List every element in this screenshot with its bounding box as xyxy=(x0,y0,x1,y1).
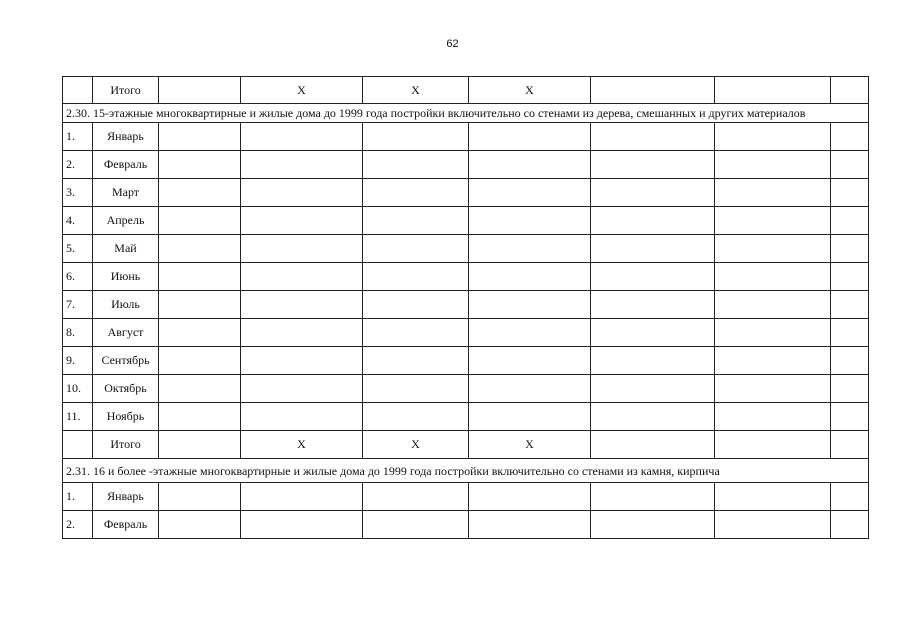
table-cell xyxy=(591,483,715,511)
month-row xyxy=(63,207,869,235)
table-cell xyxy=(469,375,591,403)
table-cell xyxy=(591,291,715,319)
total-row xyxy=(63,431,869,459)
table-cell xyxy=(159,263,241,291)
table-cell xyxy=(715,403,831,431)
page-number: 62 xyxy=(446,38,459,50)
table-cell xyxy=(363,403,469,431)
row-number: 4. xyxy=(63,207,93,235)
table-cell xyxy=(715,291,831,319)
table-cell xyxy=(591,207,715,235)
table-cell xyxy=(715,179,831,207)
month-label: Июль xyxy=(93,291,159,319)
table-cell xyxy=(831,77,869,104)
table-cell xyxy=(831,375,869,403)
table-cell xyxy=(831,319,869,347)
month-label: Август xyxy=(93,319,159,347)
total-marker-cell: X xyxy=(469,77,591,104)
table-cell xyxy=(715,123,831,151)
table-cell xyxy=(715,483,831,511)
table-cell xyxy=(241,263,363,291)
total-row xyxy=(63,77,869,104)
table-cell xyxy=(591,347,715,375)
total-marker-cell: X xyxy=(363,431,469,459)
table-cell xyxy=(469,151,591,179)
table-cell xyxy=(363,291,469,319)
month-row xyxy=(63,403,869,431)
month-label: Январь xyxy=(93,483,159,511)
table-cell xyxy=(159,347,241,375)
row-number: 3. xyxy=(63,179,93,207)
table-cell xyxy=(159,77,241,104)
table-cell xyxy=(831,511,869,539)
total-marker-cell: X xyxy=(241,77,363,104)
table-cell xyxy=(363,151,469,179)
month-label: Апрель xyxy=(93,207,159,235)
table-cell xyxy=(363,179,469,207)
month-row xyxy=(63,347,869,375)
table-cell xyxy=(241,375,363,403)
table-cell xyxy=(715,207,831,235)
row-number: 6. xyxy=(63,263,93,291)
table-cell xyxy=(469,235,591,263)
section-title: 2.30. 15-этажные многоквартирные и жилые дома до 1999 года постройки включительно со стенами из дерева, смешанных и других материалов xyxy=(63,104,869,123)
month-label: Ноябрь xyxy=(93,403,159,431)
table-cell xyxy=(469,207,591,235)
table-cell xyxy=(363,123,469,151)
table-cell xyxy=(469,319,591,347)
row-number: 7. xyxy=(63,291,93,319)
row-number: 5. xyxy=(63,235,93,263)
table-cell xyxy=(469,511,591,539)
table-cell xyxy=(591,235,715,263)
table-cell xyxy=(831,207,869,235)
row-number-cell xyxy=(63,431,93,459)
table-cell xyxy=(715,263,831,291)
month-row xyxy=(63,263,869,291)
table-cell xyxy=(241,235,363,263)
total-label: Итого xyxy=(93,431,159,459)
table-cell xyxy=(715,511,831,539)
total-marker-cell: X xyxy=(469,431,591,459)
table-cell xyxy=(831,431,869,459)
table-cell xyxy=(159,291,241,319)
row-number: 1. xyxy=(63,483,93,511)
table-cell xyxy=(159,431,241,459)
table-cell xyxy=(591,123,715,151)
month-row xyxy=(63,151,869,179)
table-cell xyxy=(831,123,869,151)
month-label: Сентябрь xyxy=(93,347,159,375)
table-cell xyxy=(159,235,241,263)
table-cell xyxy=(591,511,715,539)
month-label: Июнь xyxy=(93,263,159,291)
month-row xyxy=(63,319,869,347)
table-cell xyxy=(591,319,715,347)
table-cell xyxy=(241,511,363,539)
table-cell xyxy=(241,347,363,375)
table-cell xyxy=(159,375,241,403)
table-cell xyxy=(363,207,469,235)
table-cell xyxy=(591,403,715,431)
table-cell xyxy=(241,151,363,179)
month-label: Март xyxy=(93,179,159,207)
month-row xyxy=(63,179,869,207)
table-cell xyxy=(715,77,831,104)
table-cell xyxy=(159,403,241,431)
table-cell xyxy=(241,483,363,511)
month-label: Февраль xyxy=(93,151,159,179)
month-row xyxy=(63,511,869,539)
total-marker-cell: X xyxy=(363,77,469,104)
month-row xyxy=(63,235,869,263)
section-title: 2.31. 16 и более -этажные многоквартирные и жилые дома до 1999 года постройки включительно со стенами из камня, кирпича xyxy=(63,459,869,483)
table-cell xyxy=(241,123,363,151)
table-cell xyxy=(159,511,241,539)
table-cell xyxy=(831,403,869,431)
table-cell xyxy=(831,235,869,263)
table-cell xyxy=(831,151,869,179)
table-cell xyxy=(241,291,363,319)
table-cell xyxy=(469,291,591,319)
row-number: 11. xyxy=(63,403,93,431)
month-label: Май xyxy=(93,235,159,263)
table-cell xyxy=(363,263,469,291)
tariff-table xyxy=(62,76,869,539)
table-cell xyxy=(831,263,869,291)
row-number: 8. xyxy=(63,319,93,347)
table-cell xyxy=(363,347,469,375)
table-cell xyxy=(159,123,241,151)
table-cell xyxy=(159,179,241,207)
table-cell xyxy=(241,319,363,347)
table-cell xyxy=(831,347,869,375)
month-row xyxy=(63,483,869,511)
section-header-row xyxy=(63,104,869,123)
table-cell xyxy=(715,235,831,263)
row-number: 2. xyxy=(63,511,93,539)
month-label: Январь xyxy=(93,123,159,151)
table-cell xyxy=(591,151,715,179)
month-row xyxy=(63,123,869,151)
table-cell xyxy=(159,207,241,235)
table-cell xyxy=(241,179,363,207)
table-cell xyxy=(591,179,715,207)
table-cell xyxy=(469,123,591,151)
table-cell xyxy=(159,319,241,347)
table-cell xyxy=(363,319,469,347)
table-cell xyxy=(591,263,715,291)
table-cell xyxy=(591,77,715,104)
table-cell xyxy=(363,235,469,263)
table-cell xyxy=(469,263,591,291)
table-cell xyxy=(831,291,869,319)
table-cell xyxy=(469,347,591,375)
table-cell xyxy=(159,151,241,179)
table-cell xyxy=(159,483,241,511)
table-cell xyxy=(831,483,869,511)
table-cell xyxy=(363,375,469,403)
month-label: Февраль xyxy=(93,511,159,539)
total-marker-cell: X xyxy=(241,431,363,459)
row-number: 1. xyxy=(63,123,93,151)
month-row xyxy=(63,375,869,403)
table-cell xyxy=(591,375,715,403)
month-label: Октябрь xyxy=(93,375,159,403)
table-cell xyxy=(363,483,469,511)
table-cell xyxy=(241,207,363,235)
table-cell xyxy=(469,403,591,431)
table-cell xyxy=(715,375,831,403)
table-cell xyxy=(715,347,831,375)
month-row xyxy=(63,291,869,319)
table-cell xyxy=(591,431,715,459)
total-label: Итого xyxy=(93,77,159,104)
section-header-row xyxy=(63,459,869,483)
row-number: 9. xyxy=(63,347,93,375)
table-cell xyxy=(715,319,831,347)
row-number: 10. xyxy=(63,375,93,403)
table-cell xyxy=(831,179,869,207)
table-cell xyxy=(363,511,469,539)
table-body xyxy=(63,77,869,539)
table-cell xyxy=(241,403,363,431)
table-cell xyxy=(469,483,591,511)
table-cell xyxy=(715,431,831,459)
table-cell xyxy=(715,151,831,179)
row-number-cell xyxy=(63,77,93,104)
row-number: 2. xyxy=(63,151,93,179)
table-cell xyxy=(469,179,591,207)
